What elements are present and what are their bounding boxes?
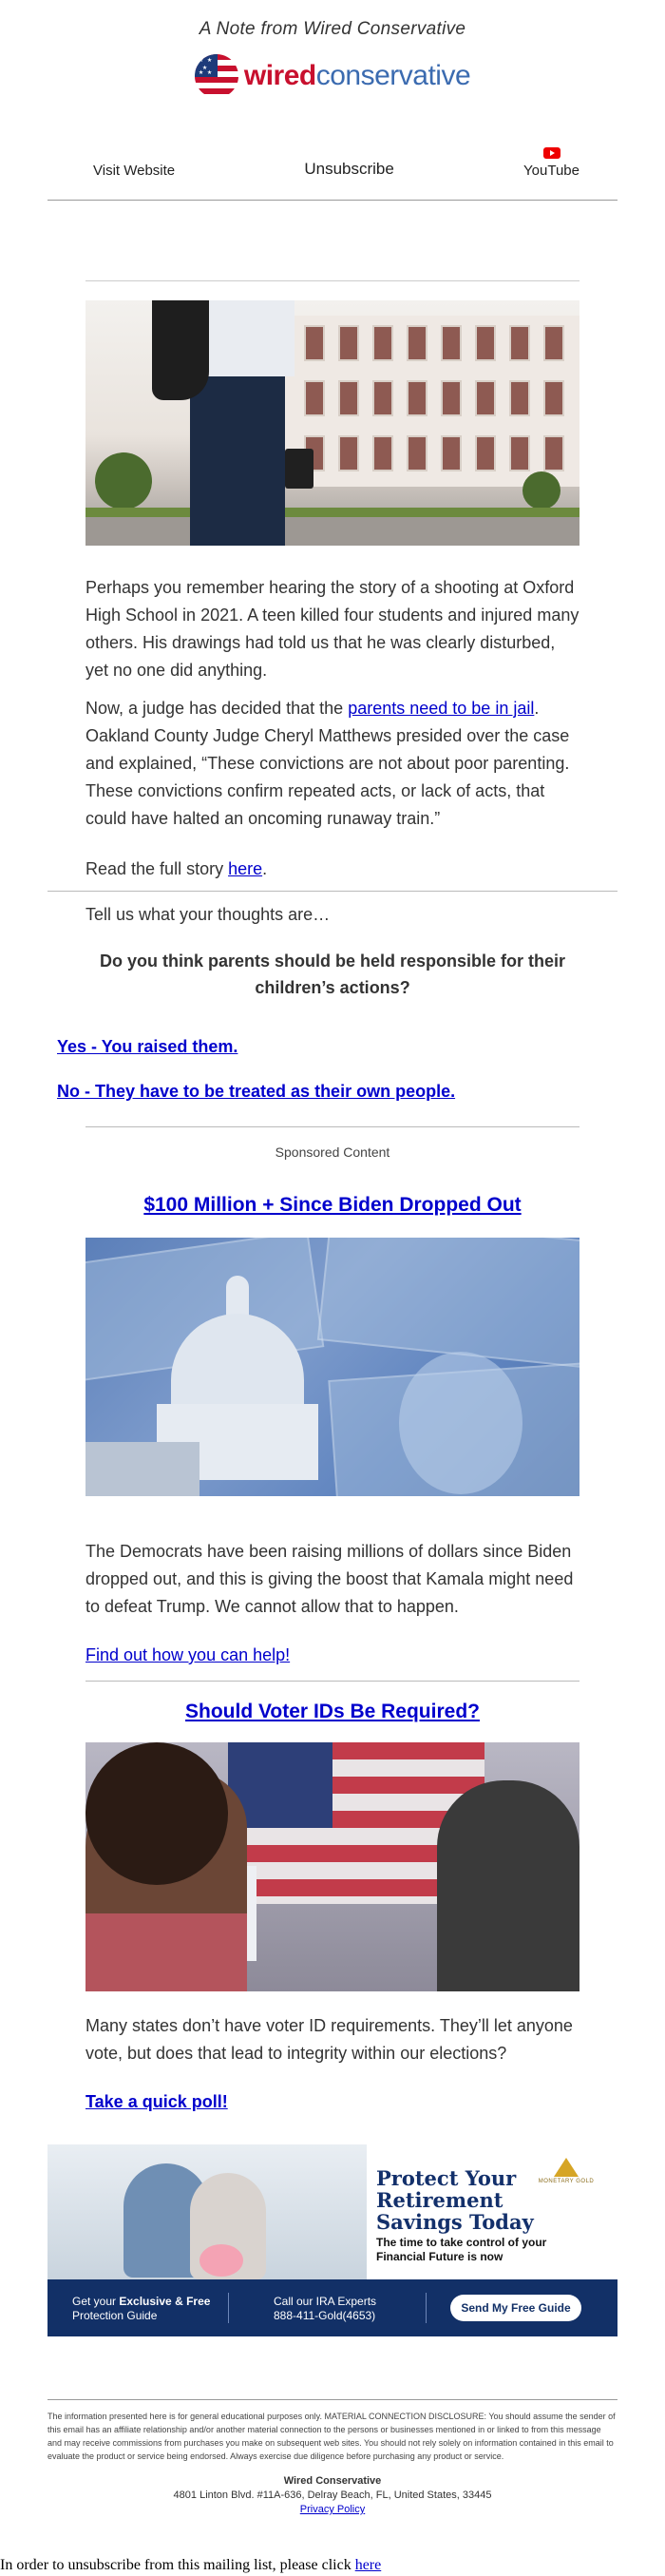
- story2-title-link[interactable]: Should Voter IDs Be Required?: [185, 1701, 480, 1722]
- poll-answer-yes[interactable]: Yes - You raised them.: [57, 1037, 238, 1056]
- flag-logo-icon: ★ ★ ★ ★ ★: [195, 54, 238, 98]
- sponsored-label: Sponsored Content: [275, 1144, 390, 1160]
- handgun: [285, 449, 314, 489]
- voter-id-image[interactable]: [86, 1742, 580, 1991]
- youtube-link[interactable]: [523, 147, 580, 179]
- backpack: [152, 300, 209, 400]
- full-story-link[interactable]: here: [228, 859, 263, 878]
- poll-answer-no[interactable]: No - They have to be treated as their own people.: [57, 1082, 456, 1101]
- unsubscribe-footer: In order to unsubscribe from this mailing list, please click here: [0, 2557, 382, 2573]
- read-full-story: Read the full story here.: [86, 859, 268, 878]
- retirees-photo: [48, 2144, 367, 2279]
- retirement-ad-banner[interactable]: [48, 2144, 618, 2336]
- visit-website-link[interactable]: Visit Website: [93, 163, 176, 179]
- unsubscribe-link[interactable]: Unsubscribe: [304, 160, 394, 178]
- ad-subtitle: The time to take control of your Financial Future is now: [376, 2236, 547, 2263]
- brand-logo[interactable]: [48, 49, 618, 103]
- piggy-bank-icon: [200, 2244, 243, 2277]
- footer-company: Wired Conservative: [283, 2475, 382, 2487]
- send-free-guide-button[interactable]: Send My Free Guide: [450, 2295, 581, 2321]
- story1-body: The Democrats have been raising millions of dollars since Biden dropped out, and this is giving the boost that Kamala might need to defeat Trump. We cannot allow that to happen.: [86, 1542, 574, 1616]
- ad-cta-bar: [48, 2279, 618, 2336]
- poll-question: Do you think parents should be held responsible for their children’s actions?: [99, 952, 566, 997]
- email-tagline: A Note from Wired Conservative: [199, 19, 466, 39]
- unsubscribe-here-link[interactable]: here: [354, 2557, 382, 2573]
- footer-address: 4801 Linton Blvd. #11A-636, Delray Beach, FL, United States, 33445: [173, 2489, 492, 2501]
- divider: [86, 280, 580, 281]
- story2-cta-link[interactable]: Take a quick poll!: [86, 2092, 228, 2111]
- privacy-policy-link[interactable]: Privacy Policy: [299, 2504, 366, 2515]
- story1-title-link[interactable]: $100 Million + Since Biden Dropped Out: [143, 1194, 522, 1216]
- logo-word-conservative: conservative: [315, 60, 471, 91]
- school-building: [285, 316, 580, 487]
- article-paragraph-2: Now, a judge has decided that the parents need to be in jail. Oakland County Judge Cheryl Matthews presided over the case and explained, “These convictions are not about poor parenting. These convictions confirm repeated acts, or lack of acts, that could have halted an oncoming runaway train.”: [86, 699, 570, 828]
- capitol-money-image[interactable]: [86, 1238, 580, 1496]
- story2-body: Many states don’t have voter ID requirements. They’ll let anyone vote, but does that lead to integrity within our elections?: [86, 2016, 573, 2063]
- student-figure: [152, 300, 294, 546]
- thoughts-prompt: Tell us what your thoughts are…: [86, 905, 331, 924]
- youtube-icon: [543, 147, 560, 159]
- hero-image-shooter-school: [86, 300, 580, 546]
- ad-guide-text: Get your Exclusive & Free Protection Guide: [72, 2295, 211, 2322]
- ad-title: Protect Your Retirement Savings Today: [376, 2166, 534, 2234]
- ad-phone-text[interactable]: Call our IRA Experts 888-411-Gold(4653): [274, 2295, 377, 2322]
- monetary-gold-logo: MONETARY GOLD: [538, 2158, 595, 2192]
- top-nav: [48, 131, 618, 201]
- disclaimer-text: The information presented here is for general educational purposes only. MATERIAL CONNECTION DISCLOSURE: You should assume the sender of this email has an affiliate relationship and/or another material connection to the persons or businesses mentioned in or linked to from this message and may receive commissions from purchases you make on subsequent web sites. You should not rely solely on information contained in this email to evaluate the product or service being endorsed. Always exercise due diligence before purchasing any product or service.: [48, 2412, 616, 2461]
- logo-word-wired: wired: [243, 60, 316, 91]
- story1-cta-link[interactable]: Find out how you can help!: [86, 1645, 291, 1664]
- parents-jail-link[interactable]: parents need to be in jail: [348, 699, 535, 718]
- youtube-label: YouTube: [523, 163, 580, 179]
- article-paragraph-1: Perhaps you remember hearing the story of a shooting at Oxford High School in 2021. A teen killed four students and injured many others. His drawings had told us that he was clearly disturbed, yet no one did anything.: [86, 578, 580, 680]
